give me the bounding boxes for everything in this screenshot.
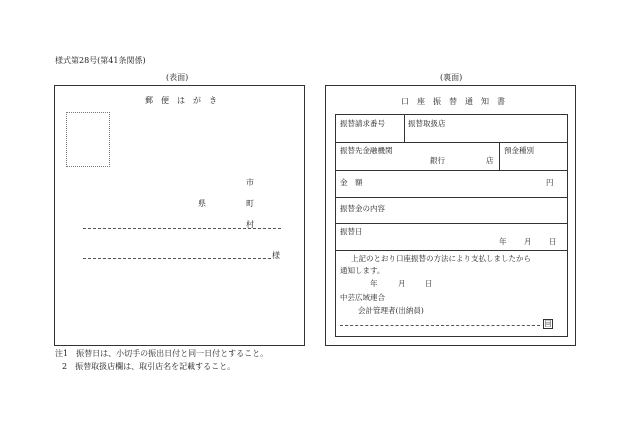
date-day: 日 <box>549 237 557 246</box>
bank-suffix: 銀行 <box>430 156 445 165</box>
officer-title: 会計管理者(出納員) <box>358 306 424 315</box>
amount-label: 金 額 <box>340 178 363 187</box>
notice-title: 口 座 振 替 通 知 書 <box>401 97 505 106</box>
front-heading: (表面) <box>166 73 189 82</box>
address-village: 村 <box>246 220 254 229</box>
name-line <box>83 258 271 259</box>
postcard-front <box>54 85 305 346</box>
stamp-area <box>66 112 110 167</box>
date-label: 振替日 <box>340 227 363 236</box>
postcard-title: 郵 便 は が き <box>145 96 217 105</box>
postcard-back <box>325 85 576 346</box>
notice-year: 年 <box>370 279 378 288</box>
seal-mark: 回 <box>544 320 552 328</box>
handling-branch-label: 振替取扱店 <box>408 119 446 128</box>
honorific: 様 <box>272 251 280 260</box>
address-line <box>83 228 281 229</box>
deposit-type-label: 預金種別 <box>504 146 534 155</box>
notice-line1: 上記のとおり口座振替の方法により支払しましたから <box>351 254 531 263</box>
note-1: 注1 振替日は、小切手の振出日付と同一日付とすること。 <box>55 349 269 358</box>
date-year: 年 <box>499 237 507 246</box>
content-label: 振替金の内容 <box>340 204 385 213</box>
branch-suffix: 店 <box>486 156 494 165</box>
requester-no-label: 振替請求番号 <box>340 119 385 128</box>
date-month: 月 <box>524 237 532 246</box>
form-label: 様式第28号(第41条関係) <box>55 56 146 65</box>
bank-label: 振替先金融機関 <box>340 146 393 155</box>
notice-day: 日 <box>425 279 433 288</box>
address-city: 市 <box>246 178 254 187</box>
notice-table <box>335 114 568 337</box>
signature-line <box>340 325 540 326</box>
notice-month: 月 <box>398 279 406 288</box>
notice-line2: 通知します。 <box>340 266 385 275</box>
address-town: 町 <box>246 199 254 208</box>
amount-unit: 円 <box>546 178 554 187</box>
back-heading: (裏面) <box>440 73 463 82</box>
address-prefecture: 県 <box>198 199 206 208</box>
org-name: 中芸広域連合 <box>340 293 385 302</box>
note-2: 2 振替取扱店欄は、取引店名を記載すること。 <box>62 362 236 371</box>
